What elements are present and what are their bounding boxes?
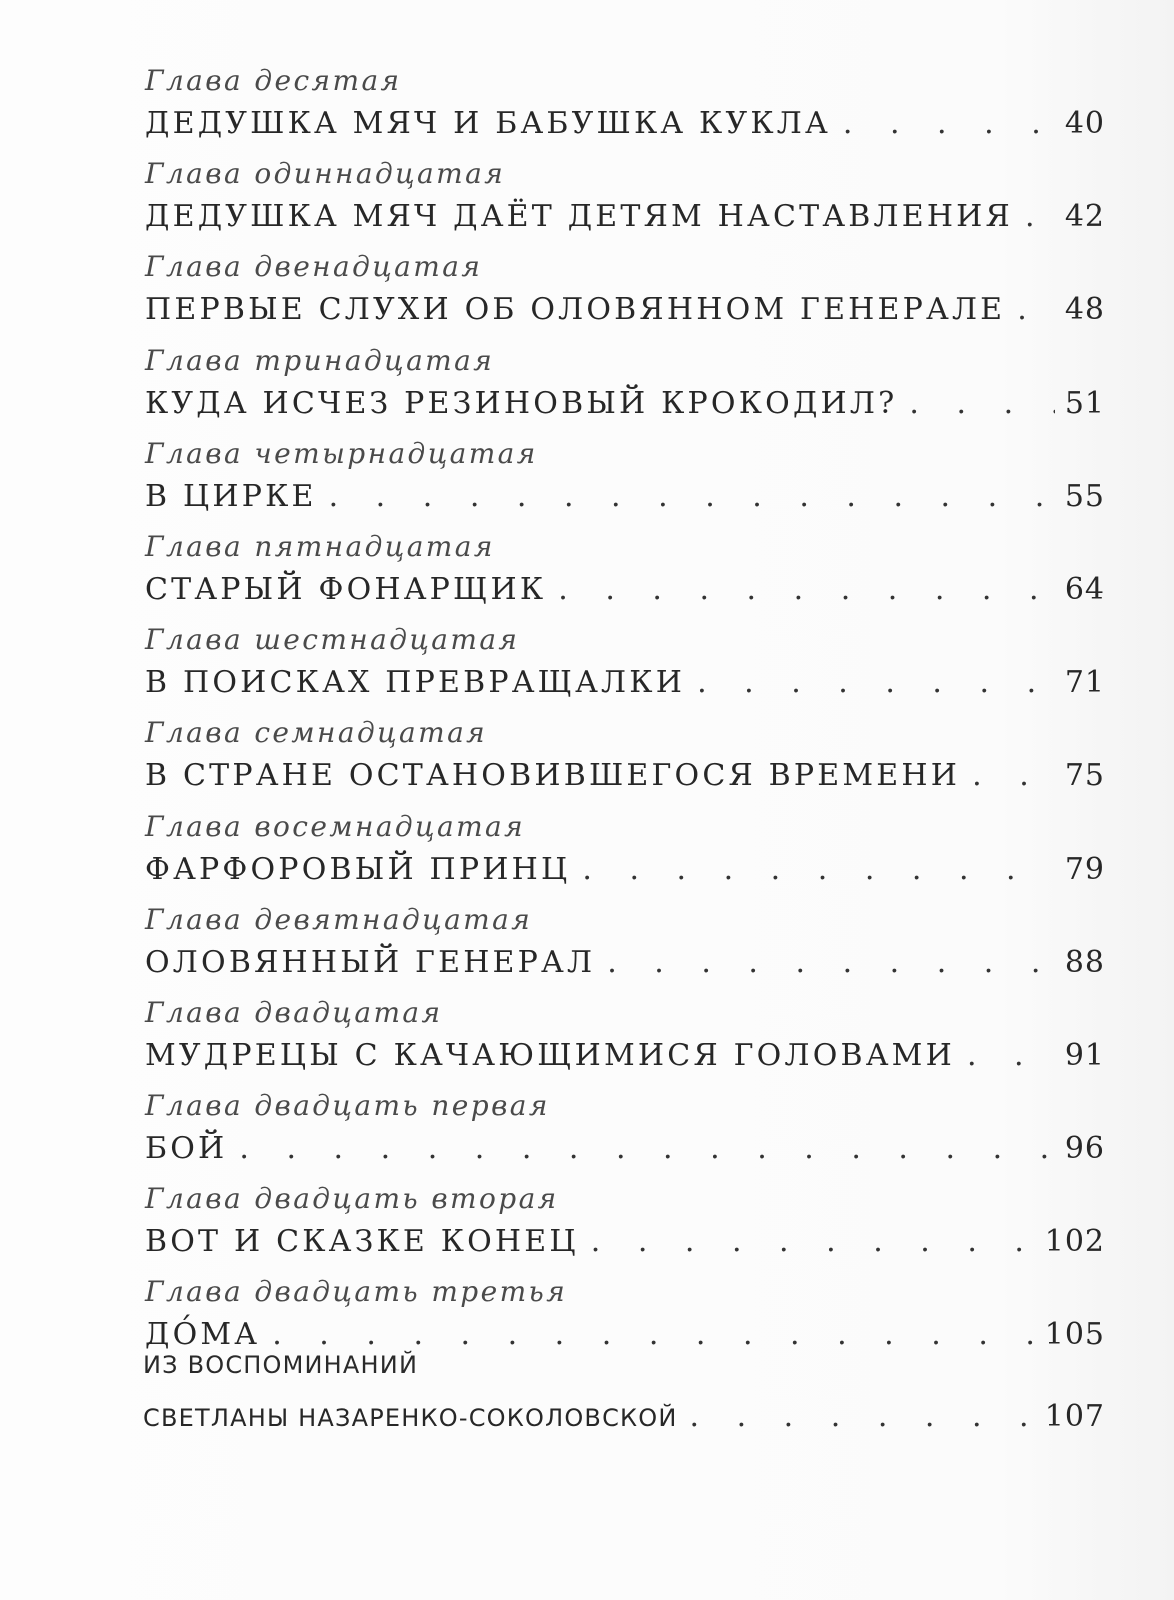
chapter-title: КУДА ИСЧЕЗ РЕЗИНОВЫЙ КРОКОДИЛ? xyxy=(145,385,898,421)
toc-entry xyxy=(145,344,1105,437)
dot-leader xyxy=(967,1032,1055,1080)
toc-entry xyxy=(145,716,1105,809)
chapter-title: МУДРЕЦЫ С КАЧАЮЩИМИСЯ ГОЛОВАМИ xyxy=(145,1037,955,1073)
dot-leader xyxy=(1017,286,1055,334)
toc-entry xyxy=(145,1182,1105,1275)
toc-entry xyxy=(145,530,1105,623)
afterword-title-line1: ИЗ ВОСПОМИНАНИЙ xyxy=(143,1351,419,1379)
chapter-label: Глава пятнадцатая xyxy=(145,529,495,563)
toc-title-row xyxy=(145,659,1105,707)
dot-leader xyxy=(843,100,1055,148)
dot-leader xyxy=(697,659,1055,707)
toc-entry xyxy=(145,1089,1105,1182)
toc-entry xyxy=(145,64,1105,157)
chapter-title: СТАРЫЙ ФОНАРЩИК xyxy=(145,571,547,607)
dot-leader xyxy=(690,1393,1037,1441)
page-number: 40 xyxy=(1064,106,1105,141)
page-number: 88 xyxy=(1064,944,1105,980)
chapter-label: Глава одиннадцатая xyxy=(145,157,506,191)
chapter-title: БОЙ xyxy=(145,1131,228,1167)
page-number: 42 xyxy=(1064,199,1105,235)
dot-leader xyxy=(329,473,1055,521)
toc-title-row xyxy=(145,1218,1105,1266)
toc-entry xyxy=(145,996,1105,1089)
dot-leader xyxy=(582,846,1055,894)
page-number: 71 xyxy=(1064,665,1105,701)
dot-leader xyxy=(239,1125,1055,1173)
toc-title-row xyxy=(145,380,1105,428)
toc-entry xyxy=(145,157,1105,250)
page-number: 96 xyxy=(1064,1131,1105,1167)
page-number: 75 xyxy=(1064,758,1105,794)
toc-title-row xyxy=(145,193,1105,241)
afterword-entry xyxy=(143,1345,1105,1441)
toc-entry xyxy=(145,903,1105,996)
chapter-label: Глава восемнадцатая xyxy=(145,809,526,843)
dot-leader xyxy=(607,939,1055,987)
page-number: 55 xyxy=(1064,478,1105,514)
chapter-label: Глава двадцать третья xyxy=(145,1275,568,1309)
toc-entry xyxy=(145,437,1105,530)
chapter-title: ФАРФОРОВЫЙ ПРИНЦ xyxy=(145,851,571,887)
chapter-title: В ПОИСКАХ ПРЕВРАЩАЛКИ xyxy=(145,665,686,701)
toc-title-row xyxy=(145,846,1105,894)
afterword-title-line2: СВЕТЛАНЫ НАЗАРЕНКО-СОКОЛОВСКОЙ xyxy=(143,1404,678,1432)
chapter-label: Глава двадцать первая xyxy=(145,1089,550,1123)
toc-title-row xyxy=(145,473,1105,521)
chapter-label: Глава двенадцатая xyxy=(145,250,483,284)
table-of-contents xyxy=(145,64,1105,1369)
chapter-title: В СТРАНЕ ОСТАНОВИВШЕГОСЯ ВРЕМЕНИ xyxy=(145,758,961,794)
chapter-title: ДЕДУШКА МЯЧ ДАЁТ ДЕТЯМ НАСТАВЛЕНИЯ xyxy=(145,199,1013,235)
page-number: 64 xyxy=(1064,571,1105,607)
page-number: 51 xyxy=(1064,385,1105,421)
page-number: 107 xyxy=(1044,1399,1105,1434)
toc-title-row xyxy=(145,286,1105,334)
toc-title-row xyxy=(145,752,1105,800)
dot-leader xyxy=(558,566,1055,614)
chapter-label: Глава тринадцатая xyxy=(145,343,495,377)
chapter-label: Глава четырнадцатая xyxy=(145,436,538,470)
toc-entry xyxy=(145,250,1105,343)
chapter-label: Глава семнадцатая xyxy=(145,716,488,750)
chapter-label: Глава десятая xyxy=(145,64,402,97)
toc-title-row xyxy=(145,1032,1105,1080)
chapter-label: Глава девятнадцатая xyxy=(145,902,533,936)
chapter-label: Глава двадцатая xyxy=(145,995,443,1029)
toc-title-row xyxy=(145,100,1105,148)
chapter-title: ПЕРВЫЕ СЛУХИ ОБ ОЛОВЯННОМ ГЕНЕРАЛЕ xyxy=(145,292,1006,328)
chapter-title: ВОТ И СКАЗКЕ КОНЕЦ xyxy=(145,1224,579,1260)
chapter-title: ОЛОВЯННЫЙ ГЕНЕРАЛ xyxy=(145,944,596,980)
toc-title-row xyxy=(145,1125,1105,1173)
chapter-title: ДО́МА xyxy=(145,1317,261,1353)
chapter-title: В ЦИРКЕ xyxy=(145,478,317,514)
toc-title-row xyxy=(145,566,1105,614)
toc-title-row xyxy=(145,939,1105,987)
toc-entry xyxy=(145,623,1105,716)
toc-entry xyxy=(145,810,1105,903)
chapter-label: Глава двадцать вторая xyxy=(145,1182,559,1216)
chapter-title: ДЕДУШКА МЯЧ И БАБУШКА КУКЛА xyxy=(145,106,831,141)
dot-leader xyxy=(909,380,1055,428)
page-number: 102 xyxy=(1044,1224,1105,1260)
dot-leader xyxy=(1025,193,1055,241)
dot-leader xyxy=(591,1218,1037,1266)
page-number: 91 xyxy=(1064,1037,1105,1073)
page-number: 48 xyxy=(1064,292,1105,328)
chapter-label: Глава шестнадцатая xyxy=(145,623,520,657)
dot-leader xyxy=(972,752,1055,800)
toc-title-row xyxy=(143,1393,1105,1441)
page-number: 105 xyxy=(1044,1317,1105,1353)
page-number: 79 xyxy=(1064,851,1105,887)
